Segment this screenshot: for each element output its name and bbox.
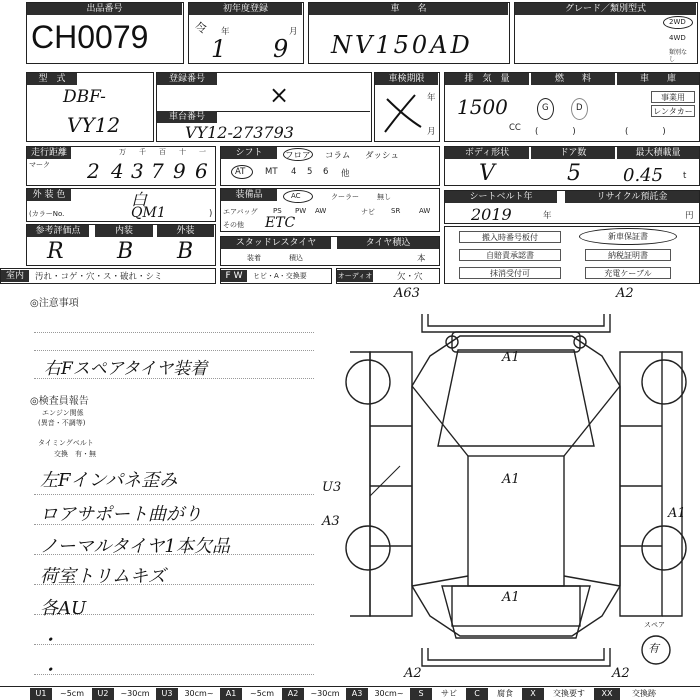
- mark-left-a3: A3: [322, 514, 340, 529]
- mileage-digit-6: 6: [195, 159, 208, 183]
- eq-navi: ナビ: [361, 208, 375, 216]
- legend-s: S: [410, 688, 432, 700]
- fw-box: [220, 268, 332, 284]
- fuel-g: G: [542, 103, 549, 113]
- car-name: NV150AD: [331, 31, 473, 59]
- body-box: [444, 146, 700, 186]
- recycle-unit: 円: [685, 211, 694, 221]
- eq-aw1: AW: [315, 207, 327, 215]
- doc-tax: 納税証明書: [585, 249, 671, 261]
- model-code: VY12: [67, 113, 121, 137]
- engine-sub: (異音・不調等): [38, 419, 86, 427]
- eq-aw2: AW: [419, 207, 431, 215]
- model-prefix: DBF-: [63, 87, 106, 107]
- displacement-label: 排 気 量: [445, 73, 529, 85]
- first-reg-box: [188, 2, 304, 64]
- doc-insurance: 自賠責承認書: [459, 249, 561, 261]
- remark-4: 荷室トリムキズ: [40, 566, 166, 587]
- trans-4: 4: [291, 167, 297, 177]
- remark-7-dot: ・: [40, 660, 58, 681]
- room-box: [0, 268, 216, 284]
- inspection-label: 車検期限: [375, 73, 438, 85]
- doors-label: ドア数: [531, 147, 615, 159]
- timing-label: タイミングベルト: [38, 439, 94, 447]
- mileage-digit-4: 7: [151, 159, 164, 183]
- tire-load-label: タイヤ積込: [337, 237, 439, 249]
- remark-3: ノーマルタイヤ1本欠品: [40, 536, 230, 557]
- legend-x-val: 交換要す: [553, 689, 585, 698]
- mark-front-a2: A2: [616, 286, 634, 301]
- legend-u1: U1: [30, 688, 52, 700]
- legend-u3: U3: [156, 688, 178, 700]
- use-business: 事業用: [651, 91, 695, 103]
- mileage-digit-3: 3: [131, 159, 144, 183]
- mark-front-a63: A63: [394, 286, 420, 301]
- score-box: [26, 224, 216, 266]
- color-code: QM1: [131, 205, 166, 221]
- doors-value: 5: [567, 161, 581, 186]
- spare-label: スペア: [644, 621, 665, 629]
- shift-floor: フロア: [285, 151, 311, 161]
- seatbelt-unit: 年: [543, 211, 552, 221]
- room-label: 室内: [1, 270, 29, 282]
- doc-cancel: 抹消受付可: [459, 267, 561, 279]
- load-value: 0.45: [623, 165, 664, 186]
- fuel-label: 燃 料: [531, 73, 615, 85]
- fuel-paren: ( ): [535, 127, 576, 137]
- first-reg-label: 初年度登録: [189, 3, 302, 15]
- lot-number: CH0079: [31, 19, 149, 55]
- lot-label: 出品番号: [27, 3, 182, 15]
- fw-items: ヒビ・A・交換要: [253, 272, 307, 280]
- reg-no-box: [156, 72, 372, 142]
- equipment-box: [220, 188, 440, 232]
- legend-xx-val: 交換跡: [632, 689, 656, 698]
- mileage-label: 走行距離: [27, 147, 71, 159]
- legend-a3-val: 30cm~: [374, 689, 404, 698]
- mileage-box: [26, 146, 216, 186]
- mark-right-a1: A1: [668, 506, 686, 521]
- audio-label: オーディオ: [337, 272, 373, 280]
- studless-box: [220, 236, 440, 266]
- room-items: 汚れ・コゲ・穴・ス・破れ・シミ: [35, 272, 163, 282]
- drive-2wd-label: 2WD: [669, 18, 686, 26]
- legend-a3: A3: [346, 688, 368, 700]
- mark-rear-right-a2: A2: [612, 666, 630, 681]
- legend-c-val: 腐食: [497, 689, 513, 698]
- notes-line: 右Fスペアタイヤ装着: [44, 359, 208, 379]
- shift-label: シフト: [221, 147, 277, 159]
- color-code-label: (カラーNo.: [29, 210, 65, 218]
- spare-value: 有: [648, 642, 659, 655]
- seatbelt-year: 2019: [471, 205, 512, 224]
- mileage-digit-5: 9: [173, 159, 186, 183]
- remark-2: ロアサポート曲がり: [40, 504, 202, 525]
- use-label: 車 庫: [617, 73, 699, 85]
- color-value: 白: [131, 190, 148, 209]
- shift-column: コラム: [325, 151, 351, 161]
- timing-opts: 交換 有・無: [54, 450, 96, 458]
- inspection-cross: [375, 87, 435, 137]
- studless-mounted: 装着: [247, 254, 261, 262]
- eq-cooler: クーラー: [331, 193, 359, 201]
- model-box: [26, 72, 154, 142]
- place-hyaku: 百: [159, 148, 166, 156]
- era-label: 令: [195, 21, 208, 35]
- eq-ps: PS: [273, 207, 282, 215]
- displacement-value: 1500: [457, 95, 508, 119]
- color-paren-close: ): [209, 209, 213, 219]
- model-label: 型 式: [27, 73, 77, 85]
- mark-rear-a1: A1: [502, 590, 520, 605]
- color-box: [26, 188, 216, 222]
- trans-other: 他: [341, 169, 350, 179]
- doc-plate: 搬入時番号板付: [459, 231, 561, 243]
- first-reg-year: 1: [211, 35, 227, 63]
- eq-airbag: エアバッグ: [223, 208, 258, 216]
- recycle-label: リサイクル預託金: [565, 191, 699, 203]
- eq-other-label: その他: [223, 221, 244, 229]
- trans-mt: MT: [265, 167, 278, 177]
- equipment-label: 装備品: [221, 189, 277, 201]
- shift-dash: ダッシュ: [365, 151, 399, 161]
- legend-c: C: [466, 688, 488, 700]
- exterior-label: 外装: [157, 225, 214, 237]
- eq-none: 無し: [377, 193, 391, 201]
- doc-warranty: 新車保証書: [608, 232, 648, 241]
- audio-box: [336, 268, 440, 284]
- score-value: R: [47, 239, 64, 264]
- grade-label: グレード／類別型式: [515, 3, 696, 15]
- name-box: [308, 2, 510, 64]
- insp-year-unit: 年: [427, 93, 436, 103]
- seatbelt-label: シートベルト年: [445, 191, 557, 203]
- notes-title: ◎注意事項: [30, 298, 79, 309]
- legend-a2: A2: [282, 688, 304, 700]
- interior-label: 内装: [95, 225, 153, 237]
- legend-u3-val: 30cm~: [184, 689, 214, 698]
- legend-u2: U2: [92, 688, 114, 700]
- mark-hood-a1: A1: [502, 350, 520, 365]
- legend-u2-val: ~30cm: [120, 689, 150, 698]
- body-value: V: [479, 161, 495, 186]
- interior-value: B: [117, 239, 134, 264]
- inspector-title: ◎検査員報告: [30, 396, 89, 407]
- load-unit: t: [683, 171, 687, 181]
- mark-rear-left-a2: A2: [404, 666, 422, 681]
- studless-loaded: 積込: [289, 254, 303, 262]
- body-label: ボディ形状: [445, 147, 529, 159]
- grade-note: 類別なし: [669, 49, 688, 63]
- place-ichi: 一: [199, 148, 206, 156]
- mark-left-u3: U3: [322, 480, 342, 495]
- mark-roof-a1: A1: [502, 472, 520, 487]
- reg-no-value: ×: [269, 81, 290, 109]
- engine-label: エンジン関係: [42, 409, 84, 417]
- legend-s-val: サビ: [441, 689, 457, 698]
- cc-unit: CC: [509, 123, 521, 133]
- displacement-box: [444, 72, 700, 142]
- fw-label: F W: [221, 270, 247, 282]
- tire-load-unit: 本: [417, 254, 426, 264]
- inspection-box: [374, 72, 440, 142]
- trans-at: AT: [235, 167, 246, 177]
- remark-5: 各AU: [40, 598, 87, 619]
- place-man: 万: [119, 148, 126, 156]
- studless-label: スタッドレスタイヤ: [221, 237, 331, 249]
- score-label: 参考評価点: [27, 225, 89, 237]
- legend-a1: A1: [220, 688, 242, 700]
- exterior-value: B: [177, 239, 194, 264]
- docs-box: [444, 226, 700, 284]
- eq-ac: AC: [291, 192, 301, 200]
- trans-5: 5: [307, 167, 313, 177]
- eq-pw: PW: [295, 207, 307, 215]
- legend-x: X: [522, 688, 544, 700]
- insp-month-unit: 月: [427, 127, 436, 137]
- place-ju: 十: [179, 148, 186, 156]
- load-label: 最大積載量: [617, 147, 699, 159]
- chassis-value: VY12-273793: [185, 123, 294, 142]
- mileage-digit-2: 4: [111, 159, 124, 183]
- lot-box: [26, 2, 184, 64]
- legend-u1-val: ~5cm: [60, 689, 84, 698]
- year-unit: 年: [221, 27, 230, 37]
- shift-box: [220, 146, 440, 186]
- name-label: 車 名: [309, 3, 508, 15]
- doc-cable: 充電ケーブル: [585, 267, 671, 279]
- reg-no-label: 登録番号: [157, 73, 217, 85]
- drive-4wd-label: 4WD: [669, 34, 686, 42]
- place-sen: 千: [139, 148, 146, 156]
- eq-other: ETC: [265, 215, 296, 231]
- remark-6-dot: ・: [40, 630, 58, 651]
- legend-a1-val: ~5cm: [250, 689, 274, 698]
- fuel-d: D: [576, 103, 583, 113]
- month-unit: 月: [289, 27, 298, 37]
- first-reg-month: 9: [273, 35, 289, 63]
- use-rental: レンタカー: [651, 105, 695, 117]
- grade-box: [514, 2, 698, 64]
- chassis-label: 車台番号: [157, 111, 217, 123]
- remark-1: 左Fインパネ歪み: [40, 470, 178, 491]
- use-paren: ( ): [625, 127, 666, 137]
- legend-xx: XX: [594, 688, 620, 700]
- eq-sr: SR: [391, 207, 401, 215]
- damage-legend: [0, 686, 700, 700]
- trans-6: 6: [323, 167, 329, 177]
- seatbelt-box: [444, 190, 700, 224]
- mileage-digit-1: 2: [87, 159, 100, 183]
- color-label: 外 装 色: [27, 189, 71, 201]
- legend-a2-val: ~30cm: [310, 689, 340, 698]
- mileage-mark: マーク: [29, 161, 50, 169]
- audio-items: 欠・穴: [397, 272, 423, 282]
